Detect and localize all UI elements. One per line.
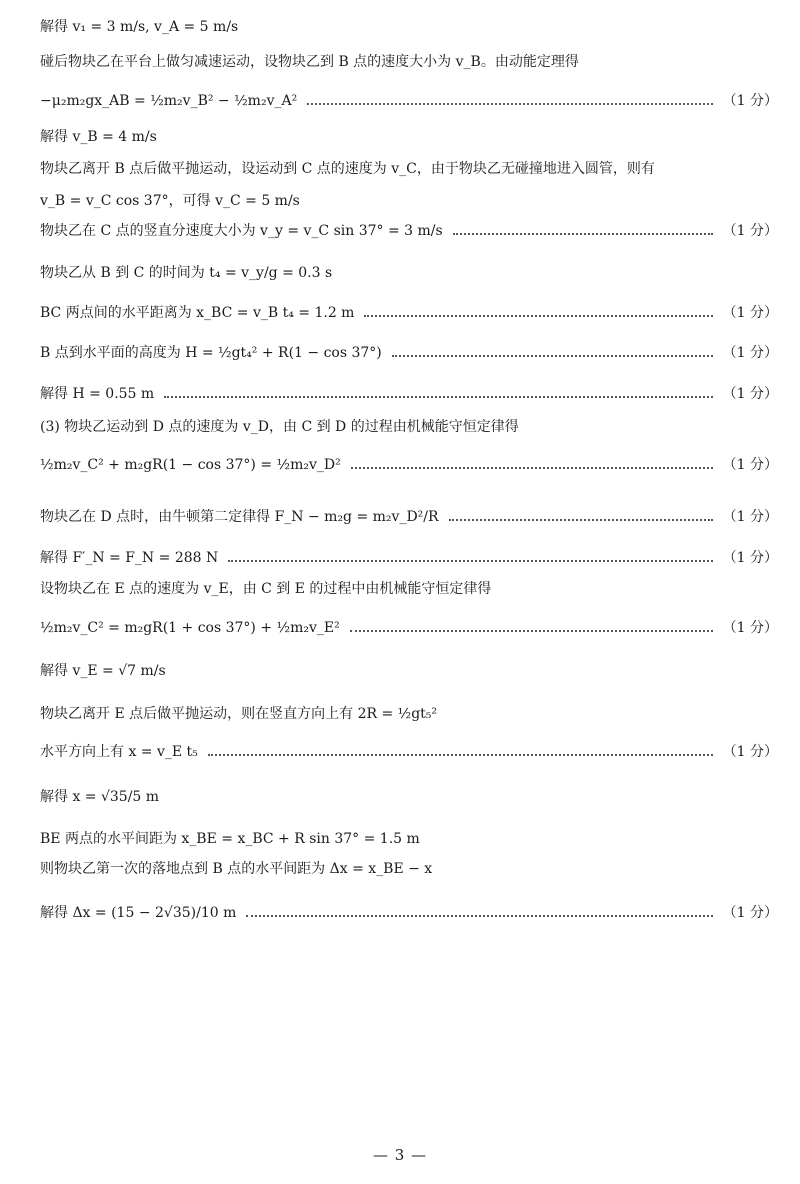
line-text: −μ₂m₂gx_AB = ½m₂v_B² − ½m₂v_A²	[40, 93, 298, 109]
solution-line	[40, 306, 778, 320]
solution-line	[40, 20, 778, 34]
solution-line	[40, 266, 778, 280]
solution-line	[40, 745, 778, 759]
solution-line	[40, 346, 778, 360]
solution-line	[40, 130, 778, 144]
dot-leader	[453, 233, 713, 235]
line-text: BE 两点的水平间距为 x_BE = x_BC + R sin 37° = 1.5 m	[40, 831, 420, 847]
solution-line	[40, 582, 778, 596]
dot-leader	[351, 467, 713, 469]
line-text: 设物块乙在 E 点的速度为 v_E，由 C 到 E 的过程中由机械能守恒定律得	[40, 581, 492, 597]
line-text: 物块乙在 C 点的竖直分速度大小为 v_y = v_C sin 37° = 3 m/s	[40, 223, 443, 239]
line-text: ½m₂v_C² = m₂gR(1 + cos 37°) + ½m₂v_E²	[40, 620, 340, 636]
dot-leader	[364, 315, 712, 317]
dot-leader	[164, 396, 712, 398]
line-text: 解得 x = √35/5 m	[40, 789, 160, 805]
score-label: （1 分）	[722, 905, 778, 921]
line-text: 碰后物块乙在平台上做匀减速运动，设物块乙到 B 点的速度大小为 v_B。由动能定理得	[40, 54, 579, 70]
solution-line	[40, 862, 778, 876]
dot-leader	[392, 355, 713, 357]
score-label: （1 分）	[722, 223, 778, 239]
line-text: B 点到水平面的高度为 H = ½gt₄² + R(1 − cos 37°)	[40, 345, 382, 361]
line-text: v_B = v_C cos 37°，可得 v_C = 5 m/s	[40, 193, 300, 209]
solution-line	[40, 707, 778, 721]
page-number: — 3 —	[372, 1146, 428, 1164]
solution-line	[40, 458, 778, 472]
dot-leader	[449, 519, 713, 521]
solution-line	[40, 387, 778, 401]
solution-line	[40, 790, 778, 804]
solution-line	[40, 510, 778, 524]
score-label: （1 分）	[722, 305, 778, 321]
solution-line	[40, 551, 778, 565]
solution-line	[40, 194, 778, 208]
line-text: 物块乙离开 B 点后做平抛运动，设运动到 C 点的速度为 v_C，由于物块乙无碰撞地进入圆管，则有	[40, 161, 655, 177]
dot-leader	[208, 754, 713, 756]
line-text: 解得 F′_N = F_N = 288 N	[40, 550, 219, 566]
dot-leader	[246, 915, 712, 917]
solution-line	[40, 162, 778, 176]
line-text: (3) 物块乙运动到 D 点的速度为 v_D，由 C 到 D 的过程由机械能守恒定律得	[40, 419, 519, 435]
score-label: （1 分）	[722, 345, 778, 361]
line-text: 水平方向上有 x = v_E t₅	[40, 744, 198, 760]
score-label: （1 分）	[722, 93, 778, 109]
line-text: 物块乙在 D 点时，由牛顿第二定律得 F_N − m₂g = m₂v_D²/R	[40, 509, 439, 525]
score-label: （1 分）	[722, 620, 778, 636]
score-label: （1 分）	[722, 509, 778, 525]
dot-leader	[228, 560, 712, 562]
solution-line	[40, 832, 778, 846]
line-text: 解得 v_E = √7 m/s	[40, 663, 166, 679]
solution-line	[40, 664, 778, 678]
line-text: 物块乙从 B 到 C 的时间为 t₄ = v_y/g = 0.3 s	[40, 265, 333, 281]
line-text: 解得 v_B = 4 m/s	[40, 129, 157, 145]
score-label: （1 分）	[722, 550, 778, 566]
solution-line	[40, 621, 778, 635]
solution-line	[40, 906, 778, 920]
line-text: 解得 Δx = (15 − 2√35)/10 m	[40, 905, 237, 921]
score-label: （1 分）	[722, 744, 778, 760]
score-label: （1 分）	[722, 386, 778, 402]
solution-line	[40, 224, 778, 238]
dot-leader	[307, 103, 712, 105]
line-text: ½m₂v_C² + m₂gR(1 − cos 37°) = ½m₂v_D²	[40, 457, 341, 473]
line-text: 解得 v₁ = 3 m/s, v_A = 5 m/s	[40, 19, 239, 35]
line-text: 解得 H = 0.55 m	[40, 386, 155, 402]
line-text: BC 两点间的水平距离为 x_BC = v_B t₄ = 1.2 m	[40, 305, 355, 321]
line-text: 物块乙离开 E 点后做平抛运动，则在竖直方向上有 2R = ½gt₅²	[40, 706, 438, 722]
dot-leader	[350, 630, 713, 632]
solution-line	[40, 55, 778, 69]
line-text: 则物块乙第一次的落地点到 B 点的水平间距为 Δx = x_BE − x	[40, 861, 433, 877]
score-label: （1 分）	[722, 457, 778, 473]
solution-line	[40, 420, 778, 434]
solution-line	[40, 94, 778, 108]
